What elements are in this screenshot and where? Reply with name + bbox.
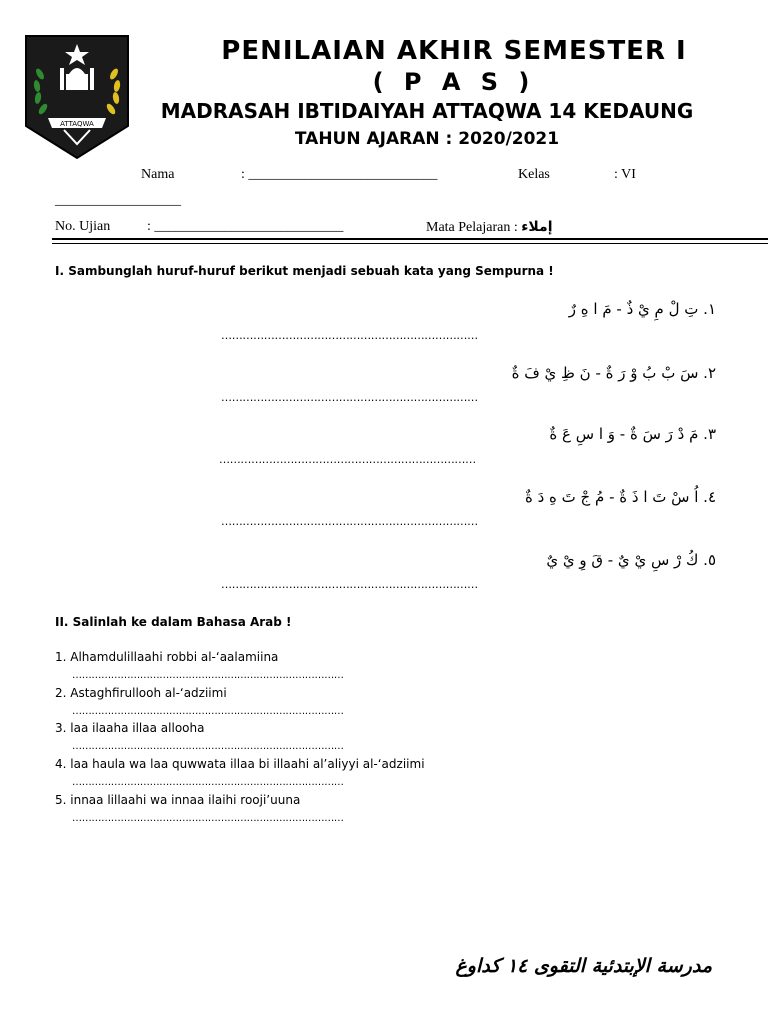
title-line2: ( P A S ): [372, 68, 536, 96]
answer-line-2[interactable]: ………………………………………………………………: [221, 391, 478, 404]
title-line1: PENILAIAN AKHIR SEMESTER I: [221, 36, 687, 66]
school-name: MADRASAH IBTIDAIYAH ATTAQWA 14 KEDAUNG: [160, 99, 694, 123]
mapel-value: إملاء: [521, 219, 553, 235]
copy-line-3[interactable]: …………………………………………………………………………: [72, 741, 344, 752]
question-2: ٢. سَ بْ بُ وْ رَ ةٌ - نَ ظِ يْ فَ ةٌ: [511, 364, 716, 382]
copy-line-4[interactable]: …………………………………………………………………………: [72, 777, 344, 788]
mapel-label: [426, 219, 553, 236]
translit-item-5: 5. innaa lillaahi wa innaa ilaihi rooji’uuna: [55, 793, 301, 807]
answer-line-1[interactable]: ………………………………………………………………: [221, 329, 478, 342]
nama-field-cont[interactable]: __________________: [55, 193, 181, 208]
nama-label: Nama: [141, 167, 175, 182]
mapel-label-text: Mata Pelajaran :: [426, 220, 518, 235]
question-1: ١. تِ لْ مِ يْ ذٌ - مَ ا هِ رٌ: [568, 300, 716, 318]
logo-text: ATTAQWA: [60, 120, 94, 128]
translit-item-3: 3. laa ilaaha illaa allooha: [55, 721, 205, 735]
kelas-label: Kelas: [518, 167, 550, 182]
kelas-value: : VI: [614, 167, 636, 182]
translit-item-1: 1. Alhamdulillaahi robbi al-‘aalamiina: [55, 650, 279, 664]
header-rule-thick: [52, 238, 768, 240]
ujian-field[interactable]: : ___________________________: [147, 219, 344, 234]
question-5: ٥. كُ رْ سِ يْ يٌ - قَ وِ يْ يٌ: [546, 551, 716, 569]
translit-item-2: 2. Astaghfirullooh al-‘adziimi: [55, 686, 227, 700]
answer-line-5[interactable]: ………………………………………………………………: [221, 578, 478, 591]
copy-line-2[interactable]: …………………………………………………………………………: [72, 706, 344, 717]
copy-line-5[interactable]: …………………………………………………………………………: [72, 813, 344, 824]
section2-title: II. Salinlah ke dalam Bahasa Arab !: [55, 615, 292, 629]
section1-title: I. Sambunglah huruf-huruf berikut menjadi sebuah kata yang Sempurna !: [55, 264, 554, 278]
copy-line-1[interactable]: …………………………………………………………………………: [72, 670, 344, 681]
footer-school-name: مدرسة الإبتدئية التقوى ١٤ كداوغ: [455, 955, 712, 977]
ujian-label: No. Ujian: [55, 219, 111, 234]
answer-line-4[interactable]: ………………………………………………………………: [221, 515, 478, 528]
header-rule-thin: [52, 243, 768, 244]
nama-field[interactable]: : ___________________________: [241, 167, 438, 182]
translit-item-4: 4. laa haula wa laa quwwata illaa bi illaahi al’aliyyi al-‘adziimi: [55, 757, 425, 771]
question-4: ٤. اُ سْ تَ ا ذَ ةٌ - مُ جْ تَ هِ دَ ةٌ: [524, 488, 716, 506]
academic-year: TAHUN AJARAN : 2020/2021: [294, 129, 560, 149]
school-logo: [24, 34, 130, 160]
question-3: ٣. مَ دْ رَ سَ ةٌ - وَ ا سِ عَ ةٌ: [549, 425, 716, 443]
answer-line-3[interactable]: ………………………………………………………………: [219, 453, 476, 466]
